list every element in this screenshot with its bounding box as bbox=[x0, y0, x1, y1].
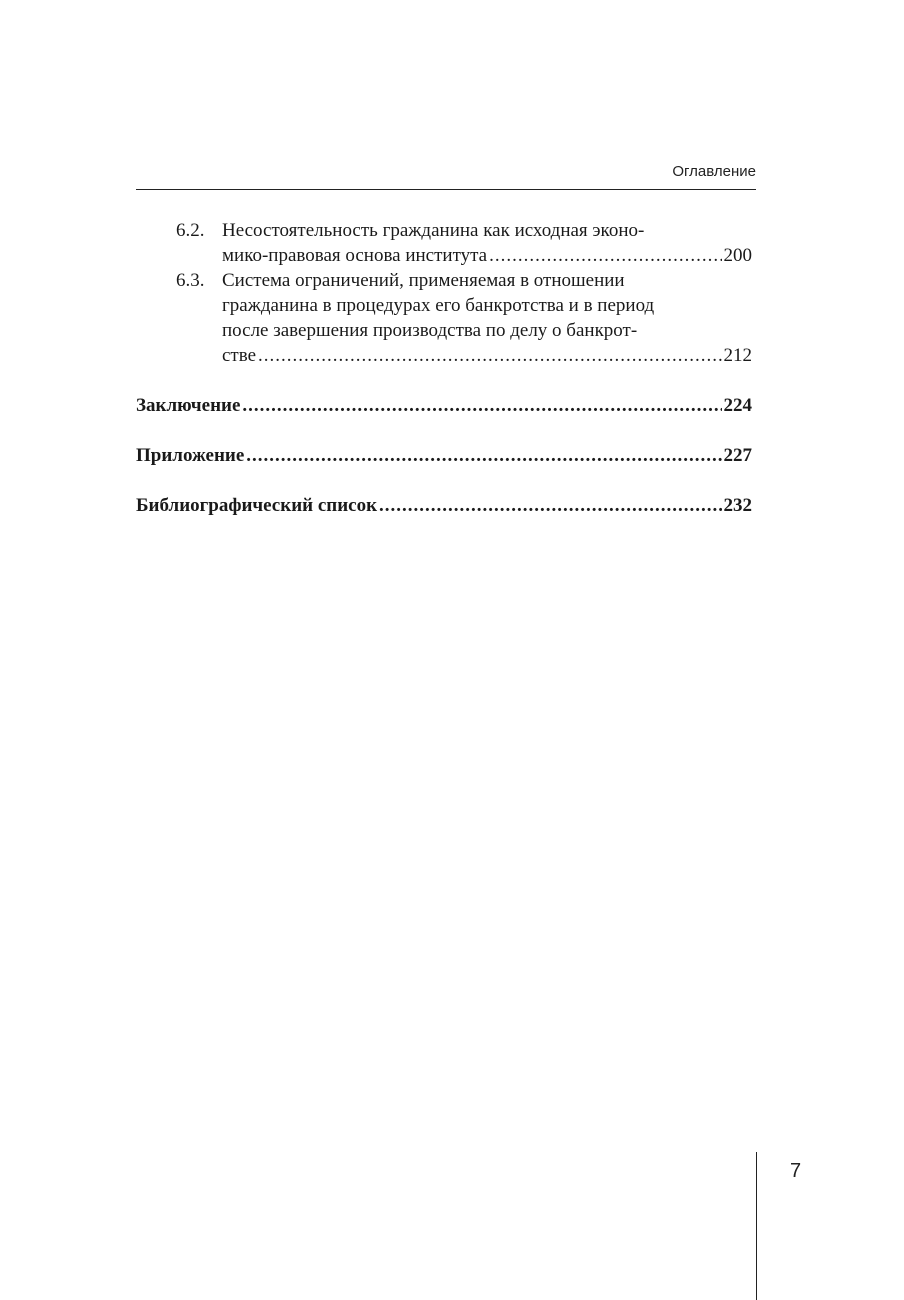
toc-entry-title: Приложение bbox=[136, 445, 245, 466]
toc-entry-number: 6.3. bbox=[176, 270, 205, 291]
toc-page-number: 200 bbox=[723, 245, 752, 266]
toc-entry-title-line: после завершения производства по делу о банкрот- bbox=[222, 320, 638, 341]
toc-entry-6-2[interactable] bbox=[136, 218, 752, 268]
leader-dots bbox=[489, 243, 721, 268]
toc-entry-number: 6.2. bbox=[176, 220, 205, 241]
toc-entry-6-3[interactable] bbox=[136, 268, 752, 368]
toc-page-number: 224 bbox=[723, 395, 752, 416]
toc-entry-last-line bbox=[222, 343, 752, 368]
leader-dots bbox=[246, 443, 721, 468]
margin-rule bbox=[756, 1152, 757, 1300]
toc-page-number: 232 bbox=[723, 495, 752, 516]
header-rule bbox=[136, 189, 756, 190]
toc-entry-title-line: гражданина в процедурах его банкротства и в период bbox=[222, 295, 655, 316]
toc-entry-title-line: Несостоятельность гражданина как исходная эконо- bbox=[222, 220, 645, 241]
leader-dots bbox=[379, 493, 721, 518]
page-number: 7 bbox=[790, 1160, 802, 1182]
toc-entry-bibliography[interactable] bbox=[136, 493, 752, 518]
toc-entry-conclusion[interactable] bbox=[136, 393, 752, 418]
toc-entry-title: Библиографический список bbox=[136, 495, 378, 516]
leader-dots bbox=[242, 393, 721, 418]
toc-entry-last-line bbox=[222, 243, 752, 268]
leader-dots bbox=[258, 343, 721, 368]
table-of-contents bbox=[136, 218, 752, 518]
toc-entry-title: Заключение bbox=[136, 395, 241, 416]
toc-entry-title-line: Система ограничений, применяемая в отношении bbox=[222, 270, 625, 291]
toc-page-number: 212 bbox=[723, 345, 752, 366]
toc-page-number: 227 bbox=[723, 445, 752, 466]
toc-entry-appendix[interactable] bbox=[136, 443, 752, 468]
toc-entry-title-line: мико-правовая основа института bbox=[222, 245, 488, 266]
running-head: Оглавление bbox=[672, 163, 756, 180]
toc-entry-title-line: стве bbox=[222, 345, 257, 366]
